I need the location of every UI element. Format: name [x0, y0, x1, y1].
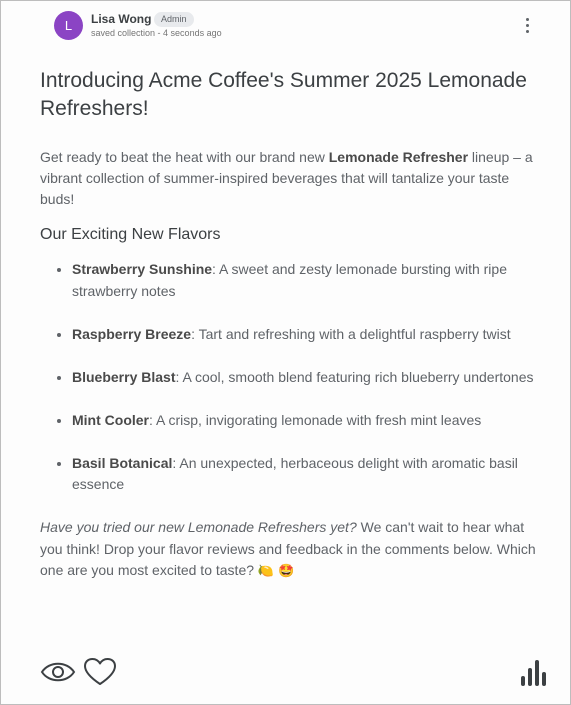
- flavor-name: Basil Botanical: [72, 454, 173, 471]
- avatar[interactable]: L: [54, 11, 83, 40]
- intro-before: Get ready to beat the heat with our brand new: [40, 149, 329, 165]
- role-badge: Admin: [154, 12, 194, 27]
- intro-bold: Lemonade Refresher: [328, 149, 469, 165]
- author-name[interactable]: Lisa Wong: [91, 12, 152, 26]
- list-item: [72, 410, 545, 432]
- flavor-name: Blueberry Blast: [72, 368, 176, 385]
- activity-text: saved collection: [91, 28, 156, 38]
- eye-icon[interactable]: [40, 658, 76, 686]
- list-item: [72, 324, 545, 346]
- post-body: [40, 67, 545, 583]
- flavor-description: : A sweet and zesty lemonade bursting with ripe strawberry notes: [72, 261, 507, 299]
- more-vertical-icon[interactable]: [520, 14, 536, 36]
- timestamp: 4 seconds ago: [163, 28, 222, 38]
- post-meta: saved collection - 4 seconds ago: [91, 28, 222, 38]
- flavor-description: : A cool, smooth blend featuring rich blueberry undertones: [175, 368, 534, 385]
- list-item: [72, 367, 545, 389]
- flavor-description: : Tart and refreshing with a delightful raspberry twist: [191, 325, 511, 342]
- post-title: Introducing Acme Coffee's Summer 2025 Lemonade Refreshers!: [40, 69, 527, 120]
- flavor-list: [40, 259, 545, 496]
- outro-question: Have you tried our new Lemonade Refreshers yet?: [40, 519, 357, 535]
- outro-emoji: 🍋 🤩: [257, 564, 295, 579]
- list-item: [72, 259, 545, 302]
- outro-text: We can't wait to hear what you think! Drop your flavor reviews and feedback in the comments below. Which one are you most excited to taste?: [40, 519, 536, 578]
- flavor-description: : An unexpected, herbaceous delight with aromatic basil essence: [72, 454, 518, 492]
- heart-icon[interactable]: [83, 657, 117, 687]
- section-heading: Our Exciting New Flavors: [40, 226, 221, 243]
- intro-after: lineup – a vibrant collection of summer-inspired beverages that will tantalize your taste buds!: [40, 149, 533, 207]
- list-item: [72, 453, 545, 496]
- flavor-description: : A crisp, invigorating lemonade with fresh mint leaves: [149, 411, 482, 428]
- flavor-name: Strawberry Sunshine: [72, 261, 213, 277]
- flavor-name: Raspberry Breeze: [72, 325, 192, 342]
- bar-chart-icon[interactable]: [519, 658, 549, 686]
- flavor-name: Mint Cooler: [72, 411, 149, 428]
- post-outro: [40, 517, 545, 583]
- post-intro: [40, 147, 545, 210]
- post-header: [54, 11, 554, 39]
